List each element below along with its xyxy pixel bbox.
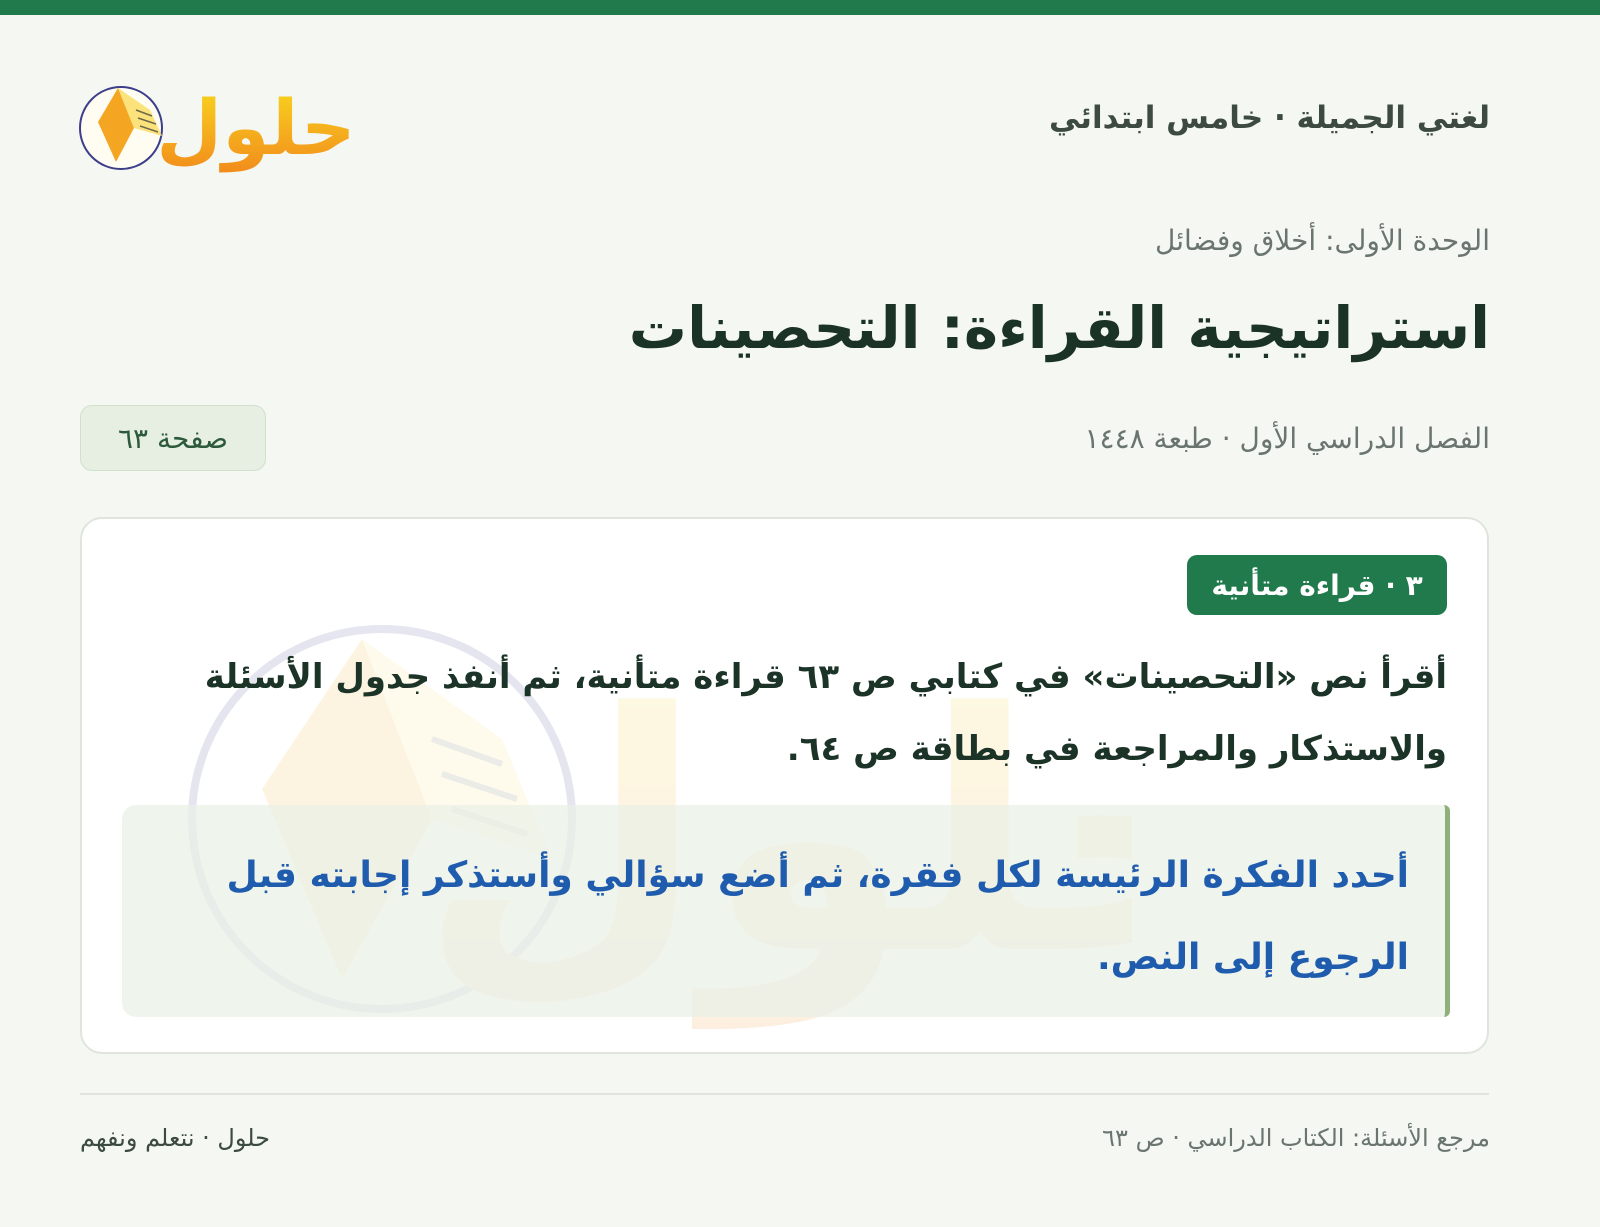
questions-reference: مرجع الأسئلة: الكتاب الدراسي · ص ٦٣	[1102, 1124, 1490, 1152]
hint-text: أحدد الفكرة الرئيسة لكل فقرة، ثم أضع سؤالي وأستذكر إجابته قبل الرجوع إلى النص.	[226, 855, 1409, 978]
top-accent-bar	[0, 0, 1600, 15]
section-badge: ٣ · قراءة متأنية	[1187, 555, 1447, 615]
page-title: استراتيجية القراءة: التحصينات	[628, 294, 1490, 362]
footer-brand-text: حلول · نتعلم ونفهم	[80, 1124, 270, 1152]
activity-card	[80, 517, 1489, 1054]
footer-divider	[80, 1093, 1489, 1095]
site-logo[interactable]	[78, 66, 368, 176]
page-number-badge: صفحة ٦٣	[80, 405, 266, 471]
unit-label: الوحدة الأولى: أخلاق وفضائل	[1155, 224, 1490, 257]
logo-wordmark: حلول	[156, 83, 356, 172]
footer-brand	[80, 1124, 480, 1152]
subject-title: لغتي الجميلة · خامس ابتدائي	[1048, 100, 1490, 136]
semester-edition: الفصل الدراسي الأول · طبعة ١٤٤٨	[1084, 422, 1490, 455]
book-icon	[80, 87, 162, 169]
hint-callout	[122, 805, 1450, 1017]
reading-instruction: أقرأ نص «التحصينات» في كتابي ص ٦٣ قراءة متأنية، ثم أنفذ جدول الأسئلة والاستذكار والمراجعة في بطاقة ص ٦٤.	[204, 657, 1447, 769]
